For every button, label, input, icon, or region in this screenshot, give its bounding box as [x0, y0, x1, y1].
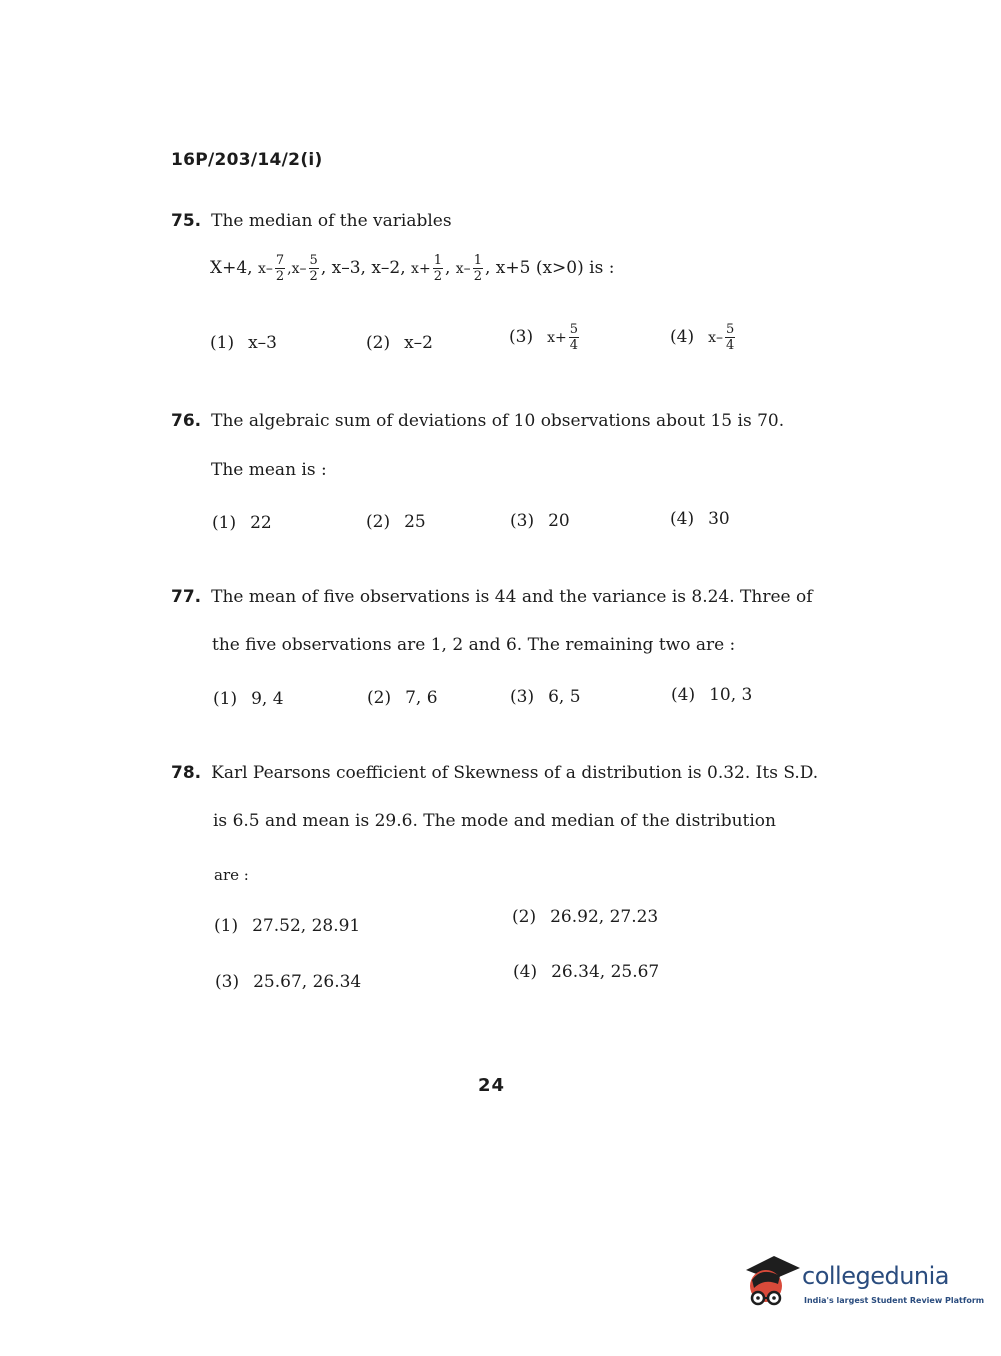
option-3: (3) x+ $\frac{5}{4}$	[509, 322, 579, 353]
expr-part: , x+5 (x>0) is :	[484, 258, 615, 278]
expr-part: x+	[411, 261, 431, 277]
expr-part: ,x–	[287, 261, 307, 277]
expr-part: ,	[444, 258, 451, 278]
expr-part: , x–3, x–2,	[320, 258, 406, 278]
option-4: (4) x– $\frac{5}{4}$	[670, 322, 735, 353]
option-2: (2) x–2	[366, 333, 433, 353]
expr-part: x–	[257, 261, 273, 277]
option-1: (1) 9, 4	[213, 689, 284, 709]
option-4: (4) 26.34, 25.67	[513, 962, 660, 982]
question-number: 77.	[171, 587, 202, 607]
question-number: 76.	[171, 411, 202, 431]
option-3: (3) 6, 5	[510, 687, 581, 707]
fraction: $\frac{1}{2}$	[433, 253, 442, 284]
fraction: $\frac{5}{4}$	[726, 322, 735, 353]
question-77	[171, 587, 813, 607]
expr-part: x–	[455, 261, 471, 277]
question-text: Karl Pearsons coefficient of Skewness of a distribution is 0.32. Its S.D.	[211, 763, 819, 783]
question-78-line2: is 6.5 and mean is 29.6. The mode and median of the distribution	[213, 811, 776, 831]
brand-name: collegedunia	[802, 1262, 950, 1290]
fraction: $\frac{5}{2}$	[309, 253, 318, 284]
option-3: (3) 25.67, 26.34	[215, 972, 362, 992]
question-text: The mean of five observations is 44 and the variance is 8.24. Three of	[211, 587, 813, 607]
fraction: $\frac{7}{2}$	[275, 253, 285, 284]
option-2: (2) 26.92, 27.23	[512, 907, 659, 927]
option-1: (1) x–3	[210, 333, 277, 353]
student-mascot-icon	[742, 1250, 800, 1312]
option-1: (1) 27.52, 28.91	[214, 916, 361, 936]
question-76-line2: The mean is :	[211, 460, 327, 480]
paper-code: 16P/203/14/2(i)	[171, 150, 323, 170]
question-number: 75.	[171, 211, 202, 231]
option-2: (2) 7, 6	[367, 688, 438, 708]
option-3: (3) 20	[510, 511, 570, 531]
option-2: (2) 25	[366, 512, 426, 532]
option-4: (4) 10, 3	[671, 685, 753, 705]
question-75-expression	[210, 253, 614, 284]
question-text: The algebraic sum of deviations of 10 observations about 15 is 70.	[211, 411, 785, 431]
question-77-line2: the five observations are 1, 2 and 6. The remaining two are :	[212, 635, 736, 655]
fraction: $\frac{1}{2}$	[473, 253, 482, 284]
option-4: (4) 30	[670, 509, 730, 529]
question-75	[171, 211, 452, 231]
page-number: 24	[478, 1075, 506, 1096]
question-76	[171, 411, 784, 431]
question-78-line3: are :	[214, 866, 249, 884]
brand-tagline: India's largest Student Review Platform	[804, 1296, 985, 1305]
expr-part: X+4,	[210, 258, 253, 278]
question-number: 78.	[171, 763, 202, 783]
question-78	[171, 763, 818, 783]
option-1: (1) 22	[212, 513, 272, 533]
fraction: $\frac{5}{4}$	[569, 322, 579, 353]
question-text: The median of the variables	[211, 211, 452, 231]
collegedunia-logo	[742, 1250, 985, 1320]
